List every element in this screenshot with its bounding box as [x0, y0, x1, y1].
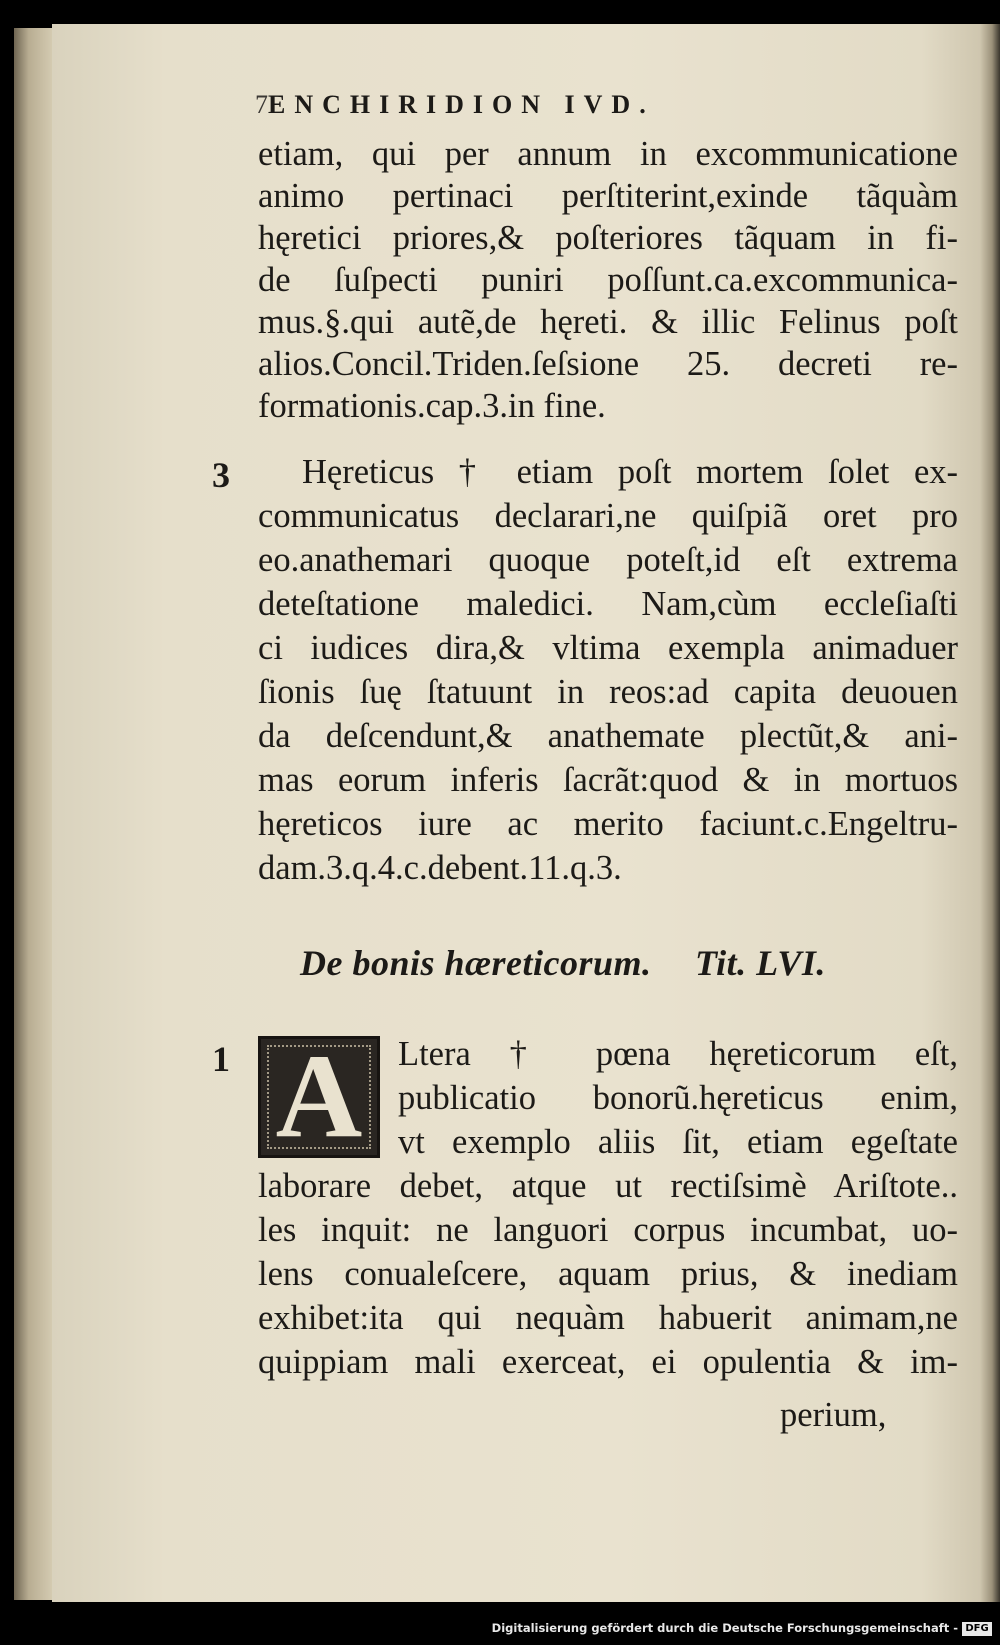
- initial-letter: A: [275, 1036, 363, 1158]
- catchword: perium,: [780, 1396, 887, 1434]
- text-line: exhibet:ita qui nequàm habuerit animam,ne: [258, 1299, 958, 1337]
- text-line: hęretici priores,& poſteriores tãquam in fi-: [258, 219, 958, 257]
- text-line: publicatio bonorũ.hęreticus enim,: [398, 1079, 958, 1117]
- text-line: animo pertinaci perſtiterint,exinde tãquàm: [258, 177, 958, 215]
- ornamental-initial: [258, 1036, 380, 1158]
- section-number: Tit. LVI.: [695, 943, 826, 983]
- text-line: vt exemplo aliis ſit, etiam egeſtate: [398, 1123, 958, 1161]
- text-line: laborare debet, atque ut rectiſsimè Ariſtote..: [258, 1167, 958, 1205]
- text-line: Hęreticus † etiam poſt mortem ſolet ex-: [302, 453, 958, 491]
- margin-number: 3: [212, 455, 230, 495]
- section-title: [300, 942, 940, 984]
- text-line: mus.§.qui autẽ,de hęreti. & illic Felinus poſt: [258, 303, 958, 341]
- text-line: hęreticos iure ac merito faciunt.c.Engeltru-: [258, 805, 958, 843]
- text-line: etiam, qui per annum in excommunicatione: [258, 135, 958, 173]
- text-line: deteſtatione maledici. Nam,cùm eccleſiaſti: [258, 585, 958, 623]
- text-line: formationis.cap.3.in fine.: [258, 387, 606, 425]
- text-line: da deſcendunt,& anathemate plectũt,& ani-: [258, 717, 958, 755]
- text-line: ſionis ſuę ſtatuunt in reos:ad capita deuouen: [258, 673, 958, 711]
- text-line: alios.Concil.Triden.ſeſsione 25. decreti re-: [258, 345, 958, 383]
- text-line: mas eorum inferis ſacrãt:quod & in mortuos: [258, 761, 958, 799]
- text-line: communicatus declarari,ne quiſpiã oret pro: [258, 497, 958, 535]
- text-line: ci iudices dira,& vltima exempla animaduer: [258, 629, 958, 667]
- margin-number: 1: [212, 1039, 230, 1079]
- text-line: eo.anathemari quoque poteſt,id eſt extrema: [258, 541, 958, 579]
- section-title-text: De bonis hæreticorum.: [300, 943, 652, 983]
- text-line: quippiam mali exerceat, ei opulentia & im-: [258, 1343, 958, 1381]
- text-line: lens conualeſcere, aquam prius, & inediam: [258, 1255, 958, 1293]
- running-head: ENCHIRIDION IVD.: [268, 90, 655, 119]
- text-line: dam.3.q.4.c.debent.11.q.3.: [258, 849, 622, 887]
- dfg-logo: DFG: [962, 1622, 992, 1636]
- text-line: Ltera † pœna hęreticorum eſt,: [398, 1035, 958, 1073]
- running-head-mark: 7: [255, 90, 268, 119]
- text-line: les inquit: ne languori corpus incumbat, uo-: [258, 1211, 958, 1249]
- text-line: de ſuſpecti puniri poſſunt.ca.excommunica-: [258, 261, 958, 299]
- funding-notice: Digitalisierung gefördert durch die Deutsche Forschungsgemeinschaft -: [491, 1621, 958, 1635]
- footer-bar: [0, 1602, 1000, 1645]
